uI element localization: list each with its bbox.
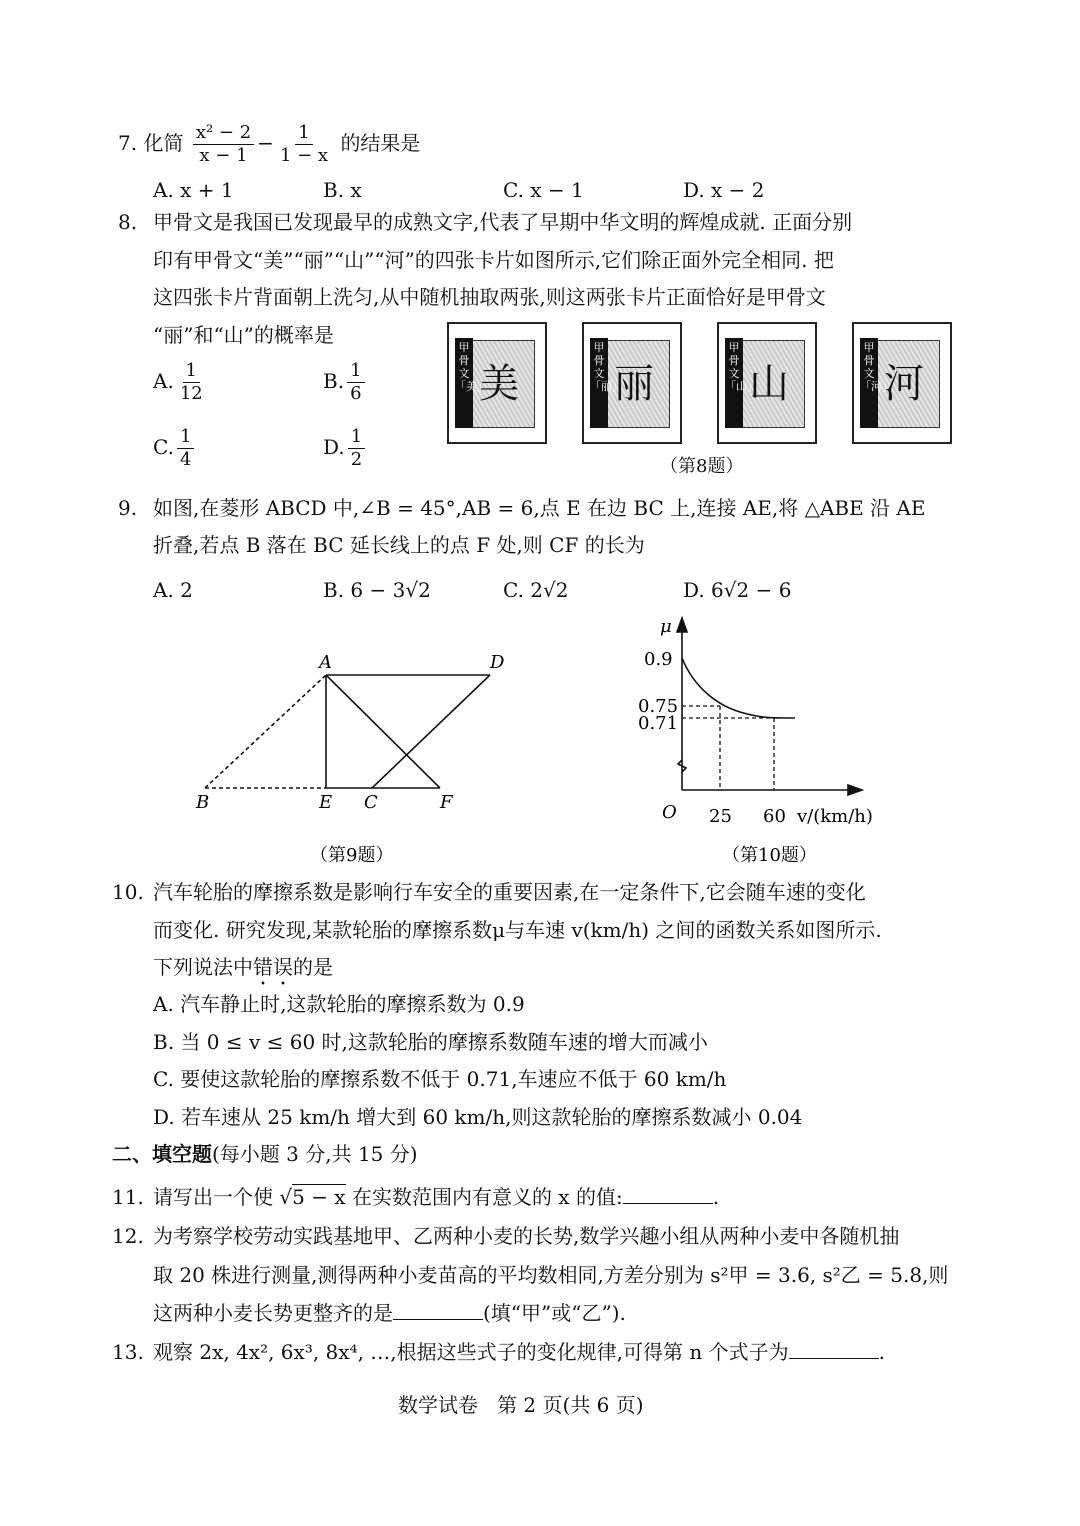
rhombus-figure <box>205 675 490 788</box>
friction-graph <box>677 618 862 795</box>
fraction: $\frac{1}{1 - x}$ <box>279 122 329 166</box>
q9-line: 折叠,若点 B 落在 BC 延长线上的点 F 处,则 CF 的长为 <box>153 533 645 557</box>
label-f: F <box>440 792 453 813</box>
q9-option-d: D. 6√2 − 6 <box>683 578 792 602</box>
page-footer: 数学试卷 第 2 页(共 6 页) <box>398 1393 644 1417</box>
q11-num: 11. <box>112 1185 144 1209</box>
q10-option-d: D. 若车速从 25 km/h 增大到 60 km/h,则这款轮胎的摩擦系数减小 0.04 <box>153 1105 803 1129</box>
q13-stem: 观察 2x, 4x², 6x³, 8x⁴, …,根据这些式子的变化规律,可得第 n 个式子为 . <box>153 1340 885 1364</box>
label-b: B <box>196 792 210 813</box>
y-axis-label: μ <box>660 616 672 637</box>
q8-line: 印有甲骨文“美”“丽”“山”“河”的四张卡片如图所示,它们除正面外完全相同. 把 <box>153 248 834 272</box>
q9-num: 9. <box>118 496 138 520</box>
q10-option-a: A. 汽车静止时,这款轮胎的摩擦系数为 0.9 <box>153 992 525 1016</box>
q7-option-d: D. x − 2 <box>683 178 765 202</box>
q10-caption: （第10题） <box>722 845 817 866</box>
x-axis-label: v/(km/h) <box>797 806 873 827</box>
q10-option-c: C. 要使这款轮胎的摩擦系数不低于 0.71,车速应不低于 60 km/h <box>153 1067 727 1091</box>
q10-line: 汽车轮胎的摩擦系数是影响行车安全的重要因素,在一定条件下,它会随车速的变化 <box>153 880 866 904</box>
q10-option-b: B. 当 0 ≤ v ≤ 60 时,这款轮胎的摩擦系数随车速的增大而减小 <box>153 1030 708 1054</box>
card-shan: 甲骨文「山」 山 <box>717 322 817 444</box>
q9-option-c: C. 2√2 <box>503 578 569 602</box>
q9-option-b: B. 6 − 3√2 <box>323 578 431 602</box>
card-li: 甲骨文「丽」 丽 <box>582 322 682 444</box>
q10-num: 10. <box>112 880 144 904</box>
q8-line: “丽”和“山”的概率是 <box>153 323 334 347</box>
q11-stem: 请写出一个使 √5 − x 在实数范围内有意义的 x 的值: . <box>153 1185 720 1209</box>
y-tick: 0.75 <box>638 696 679 717</box>
q8-option-b: B. $\frac{1}{6}$ <box>323 360 368 405</box>
q12-num: 12. <box>112 1224 144 1248</box>
q12-line: 取 20 株进行测量,测得两种小麦苗高的平均数相同,方差分别为 s²甲 = 3.6, s²乙 = 5.8,则 <box>153 1263 949 1287</box>
q8-line: 这四张卡片背面朝上洗匀,从中随机抽取两张,则这两张卡片正面恰好是甲骨文 <box>153 285 826 309</box>
q10-line: 而变化. 研究发现,某款轮胎的摩擦系数μ与车速 v(km/h) 之间的函数关系如图所示. <box>153 918 882 942</box>
x-tick: 25 <box>709 806 732 827</box>
q7-option-b: B. x <box>323 178 362 202</box>
q9-caption: （第9题） <box>310 845 394 866</box>
q7-option-c: C. x − 1 <box>503 178 584 202</box>
q12-line: 为考察学校劳动实践基地甲、乙两种小麦的长势,数学兴趣小组从两种小麦中各随机抽 <box>153 1224 900 1248</box>
label-c: C <box>364 792 378 813</box>
y-tick: 0.71 <box>638 713 679 734</box>
card-mei: 甲骨文「美」 美 <box>447 322 547 444</box>
y-tick: 0.9 <box>644 649 673 670</box>
q9-option-a: A. 2 <box>153 578 193 602</box>
q8-option-d: D. $\frac{1}{2}$ <box>323 426 368 471</box>
q8-line: 甲骨文是我国已发现最早的成熟文字,代表了早期中华文明的辉煌成就. 正面分别 <box>153 210 853 234</box>
q13-num: 13. <box>112 1340 144 1364</box>
q7-option-a: A. x + 1 <box>153 178 234 202</box>
section-heading: 二、填空题(每小题 3 分,共 15 分) <box>112 1142 418 1166</box>
q9-line: 如图,在菱形 ABCD 中,∠B = 45°,AB = 6,点 E 在边 BC 上,连接 AE,将 △ABE 沿 AE <box>153 496 926 520</box>
q8-option-a: A. $\frac{1}{12}$ <box>153 360 203 404</box>
label-d: D <box>490 652 505 673</box>
x-tick: 60 <box>763 806 786 827</box>
q7-stem: 7. 化简 $\frac{\text{x² − 2}}{x - 1}$ − $\frac{1}{1 - x}$ 的结果是 <box>118 122 421 166</box>
origin-label: O <box>662 802 677 823</box>
fraction: $\frac{\text{x² − 2}}{x - 1}$ <box>193 122 254 167</box>
label-a: A <box>319 652 332 673</box>
q8-caption: （第8题） <box>660 456 744 477</box>
q8-option-c: C. $\frac{1}{4}$ <box>153 426 197 471</box>
q12-line: 这两种小麦长势更整齐的是 (填“甲”或“乙”). <box>153 1301 626 1325</box>
q8-num: 8. <box>118 210 138 234</box>
card-he: 甲骨文「河」 河 <box>852 322 952 444</box>
label-e: E <box>319 792 333 813</box>
q10-line: 下列说法中错误的是 <box>153 955 333 979</box>
